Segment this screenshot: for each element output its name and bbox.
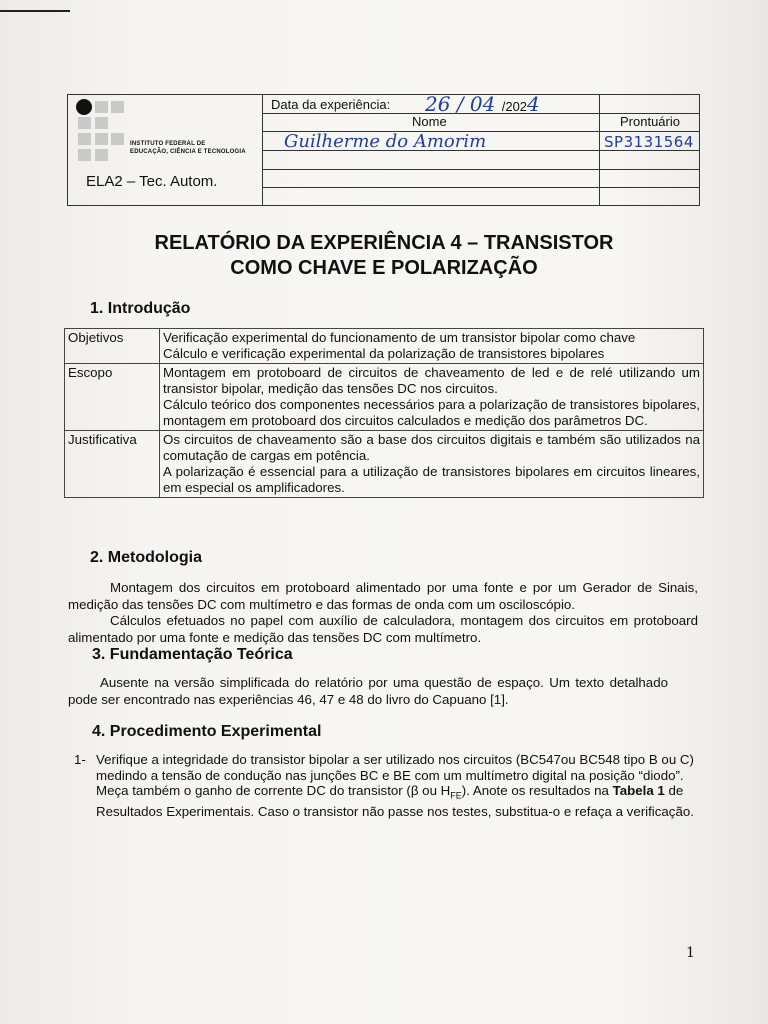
introduction-table [64, 328, 704, 498]
procedure-item-number: 1- [74, 752, 86, 767]
table-row [65, 431, 704, 498]
row-value: Os circuitos de chaveamento são a base dos circuitos digitais e também são utilizados na comutação de cargas em potência. A polarização é essencial para a utilização de transistores bipolares em circuitos lineares, em especial os amplificadores. [160, 431, 704, 498]
fundamentacao-paragraph: Ausente na versão simplificada do relatório por uma questão de espaço. Um texto detalhado pode ser encontrado nas experiências 46, 47 e 48 do livro do Capuano [1]. [68, 675, 668, 707]
table-row [65, 329, 704, 364]
section-heading-fundamentacao: 3. Fundamentação Teórica [92, 646, 293, 663]
institution-name: INSTITUTO FEDERAL DE EDUCAÇÃO, CIÊNCIA E TECNOLOGIA [130, 141, 246, 155]
row-value: Montagem em protoboard de circuitos de chaveamento de led e de relé utilizando um transistor bipolar, medição das tensões DC nos circuitos. Cálculo teórico dos componentes necessários para a polarização de transistores bipolares, montagem em protoboard dos circuitos calculados e medição dos parâmetros DC. [160, 364, 704, 431]
name-label: Nome [412, 114, 447, 129]
experiment-date-label: Data da experiência: [271, 97, 391, 112]
row-key: Escopo [65, 364, 160, 431]
row-key: Justificativa [65, 431, 160, 498]
table-row [65, 364, 704, 431]
section-heading-introducao: 1. Introdução [90, 300, 191, 317]
procedure-item-text: Verifique a integridade do transistor bipolar a ser utilizado nos circuitos (BC547ou BC548 tipo B ou C) medindo a tensão de condução nas junções BC e BE com um multímetro digital na posição “diodo”. Meça também o ganho de corrente DC do transistor (β ou $H_{FE}$). Anote os resultados na Tabela 1 de Resultados Experimentais. Caso o transistor não passe nos testes, substitua-o e refaça a verificação. [96, 752, 694, 820]
page-number: 1 [686, 945, 695, 961]
section-heading-procedimento: 4. Procedimento Experimental [92, 723, 322, 740]
student-name: Guilherme do Amorim [284, 131, 487, 152]
institution-logo-cell [68, 95, 263, 205]
report-header-table [67, 94, 700, 206]
report-title: RELATÓRIO DA EXPERIÊNCIA 4 – TRANSISTOR COMO CHAVE E POLARIZAÇÃO [154, 232, 614, 279]
top-edge-mark [0, 10, 70, 12]
metodologia-paragraph-1: Montagem dos circuitos em protoboard alimentado por uma fonte e por um Gerador de Sinais, medição das tensões DC com multímetro e das formas de onda com um osciloscópio. [68, 580, 698, 612]
prontuario-value: SP3131564 [604, 133, 694, 151]
metodologia-paragraph-2: Cálculos efetuados no papel com auxílio de calculadora, montagem dos circuitos em protoboard alimentado por uma fonte e medição das tensões DC com multímetro. [68, 613, 698, 645]
row-value: Verificação experimental do funcionamento de um transistor bipolar como chave Cálculo e verificação experimental da polarização de transistores bipolares [160, 329, 704, 364]
prontuario-label: Prontuário [620, 114, 680, 129]
section-heading-metodologia: 2. Metodologia [90, 549, 202, 566]
experiment-date-value: 26 / 04 /2024 [425, 92, 540, 116]
row-key: Objetivos [65, 329, 160, 364]
course-label: ELA2 – Tec. Autom. [86, 173, 218, 190]
